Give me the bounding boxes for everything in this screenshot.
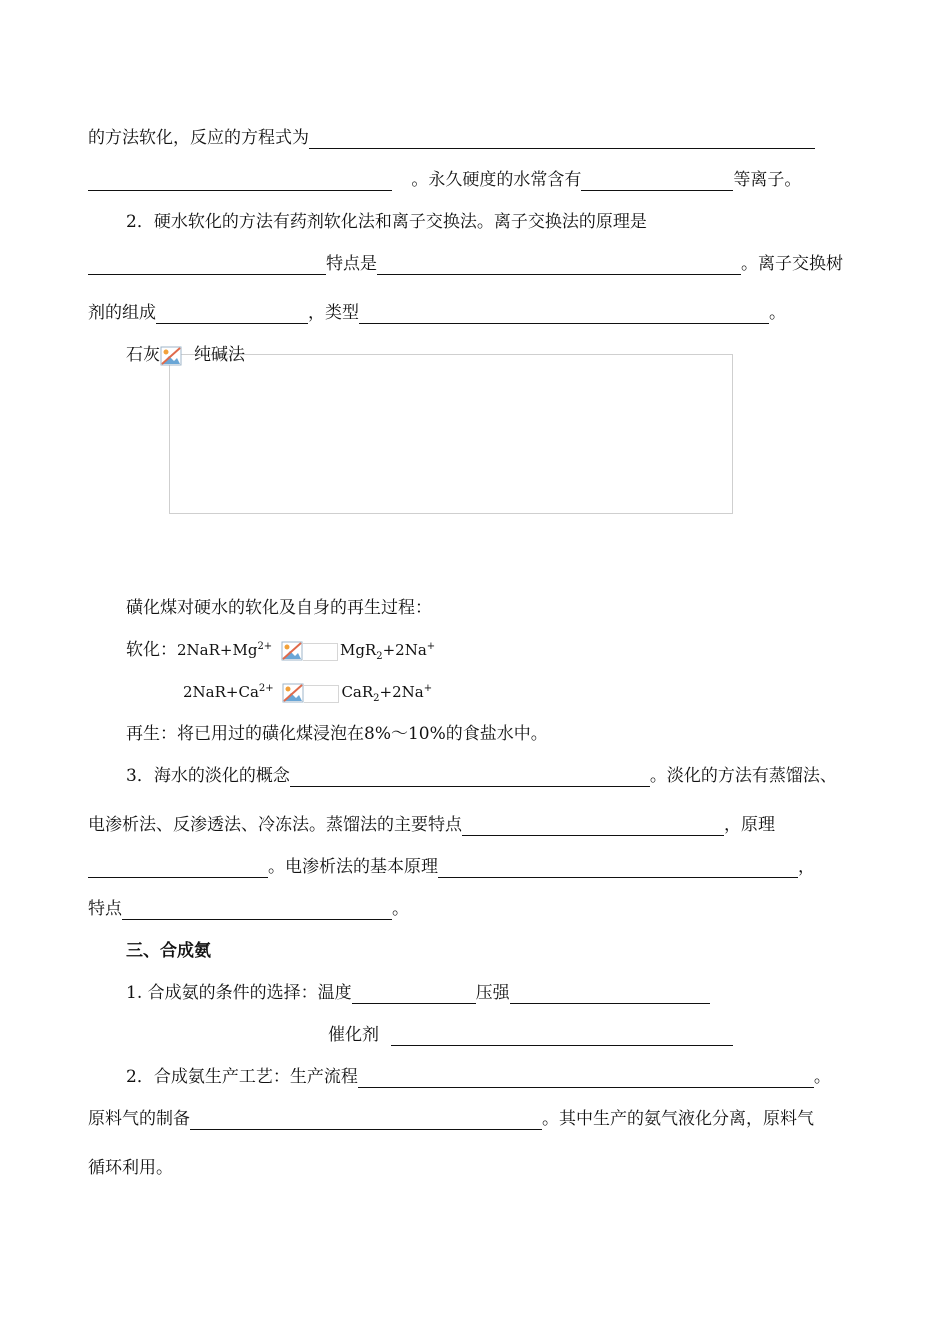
- text: 原料气的制备: [88, 1109, 190, 1129]
- line-6: [126, 344, 245, 366]
- fill-blank[interactable]: [377, 256, 741, 275]
- subscript: 2: [376, 651, 383, 662]
- text: 压强: [475, 983, 510, 1003]
- formula-left: [183, 681, 274, 703]
- text: 循环利用。: [88, 1158, 173, 1178]
- line-13: [88, 856, 815, 878]
- text: 。离子交换树: [741, 254, 843, 274]
- fill-blank[interactable]: [156, 305, 308, 324]
- text: 。: [392, 899, 409, 919]
- text: 。淡化的方法有蒸馏法、: [649, 766, 837, 786]
- text: 2．合成氨生产工艺：生产流程: [126, 1067, 358, 1087]
- fill-blank[interactable]: [88, 172, 392, 191]
- fill-blank[interactable]: [88, 859, 268, 878]
- formula-right: [340, 639, 435, 661]
- fill-blank[interactable]: [581, 172, 733, 191]
- fill-blank[interactable]: [122, 901, 392, 920]
- superscript: +: [423, 683, 433, 694]
- text: 3．海水的淡化的概念: [126, 766, 290, 786]
- fill-blank[interactable]: [190, 1111, 542, 1130]
- formula-right: [341, 681, 432, 703]
- text: 电渗析法、反渗透法、冷冻法。蒸馏法的主要特点: [88, 815, 462, 835]
- fill-blank[interactable]: [391, 1027, 733, 1046]
- reaction-arrow-frame: [304, 685, 339, 703]
- text: 剂的组成: [88, 303, 156, 323]
- line-5: [88, 302, 786, 324]
- line-10: [126, 723, 548, 745]
- line-3: [126, 211, 647, 233]
- text: 纯碱法: [194, 345, 245, 365]
- text: 。其中生产的氨气液化分离，原料气: [542, 1109, 814, 1129]
- fill-blank[interactable]: [462, 817, 724, 836]
- formula-text: MgR: [339, 641, 377, 659]
- text: 的方法软化，反应的方程式为: [88, 128, 309, 148]
- formula-text: 2NaR+Mg: [177, 641, 258, 659]
- line-7: [126, 597, 432, 619]
- text: 软化：: [126, 640, 177, 660]
- line-19: [88, 1108, 814, 1130]
- line-2: [88, 169, 801, 191]
- text: 催化剂: [328, 1025, 379, 1045]
- fill-blank[interactable]: [88, 256, 326, 275]
- text: 特点是: [326, 254, 377, 274]
- text: ，类型: [308, 303, 359, 323]
- reaction-arrow-frame: [303, 643, 338, 661]
- superscript: 2+: [257, 641, 273, 652]
- line-17: [328, 1024, 733, 1046]
- text: 磺化煤对硬水的软化及自身的再生过程：: [126, 598, 432, 618]
- text: 。永久硬度的水常含有: [411, 170, 582, 190]
- fill-blank[interactable]: [290, 768, 650, 787]
- text: 等离子。: [733, 170, 802, 190]
- line-18: [126, 1066, 831, 1088]
- line-1: [88, 127, 815, 149]
- subscript: 2: [373, 693, 380, 704]
- text: 特点: [88, 899, 122, 919]
- superscript: 2+: [258, 683, 274, 694]
- equation-2: [183, 681, 432, 703]
- formula-left: [177, 639, 272, 661]
- fill-blank[interactable]: [438, 859, 798, 878]
- line-14: [88, 898, 409, 920]
- formula-text: CaR: [341, 683, 374, 701]
- text: 。: [769, 303, 786, 323]
- line-12: [88, 814, 775, 836]
- formula-text: 2NaR+Ca: [183, 683, 259, 701]
- formula-text: +2Na: [382, 641, 427, 659]
- broken-image-icon: [160, 346, 182, 366]
- line-16: [126, 982, 710, 1004]
- line-11: [126, 765, 837, 787]
- text: 石灰: [126, 345, 160, 365]
- text: ，: [798, 857, 815, 877]
- fill-blank[interactable]: [510, 985, 710, 1004]
- line-4: [88, 253, 843, 275]
- fill-blank[interactable]: [358, 1069, 814, 1088]
- superscript: +: [426, 641, 436, 652]
- image-frame: [169, 354, 733, 514]
- line-20: [88, 1157, 173, 1179]
- text: 。电渗析法的基本原理: [268, 857, 438, 877]
- fill-blank[interactable]: [359, 305, 769, 324]
- text: 1. 合成氨的条件的选择：温度: [126, 983, 352, 1003]
- equation-1: [126, 639, 435, 661]
- broken-image-icon: [281, 641, 303, 661]
- broken-image-icon: [282, 683, 304, 703]
- text: ，原理: [724, 815, 775, 835]
- text: 2．硬水软化的方法有药剂软化法和离子交换法。离子交换法的原理是: [126, 212, 647, 232]
- formula-text: +2Na: [379, 683, 424, 701]
- heading-text: 三、合成氨: [126, 941, 211, 961]
- fill-blank[interactable]: [309, 130, 815, 149]
- section-heading: [126, 940, 211, 962]
- text: 。: [813, 1067, 831, 1087]
- fill-blank[interactable]: [352, 985, 476, 1004]
- text: 再生：将已用过的磺化煤浸泡在8%～10%的食盐水中。: [126, 724, 548, 744]
